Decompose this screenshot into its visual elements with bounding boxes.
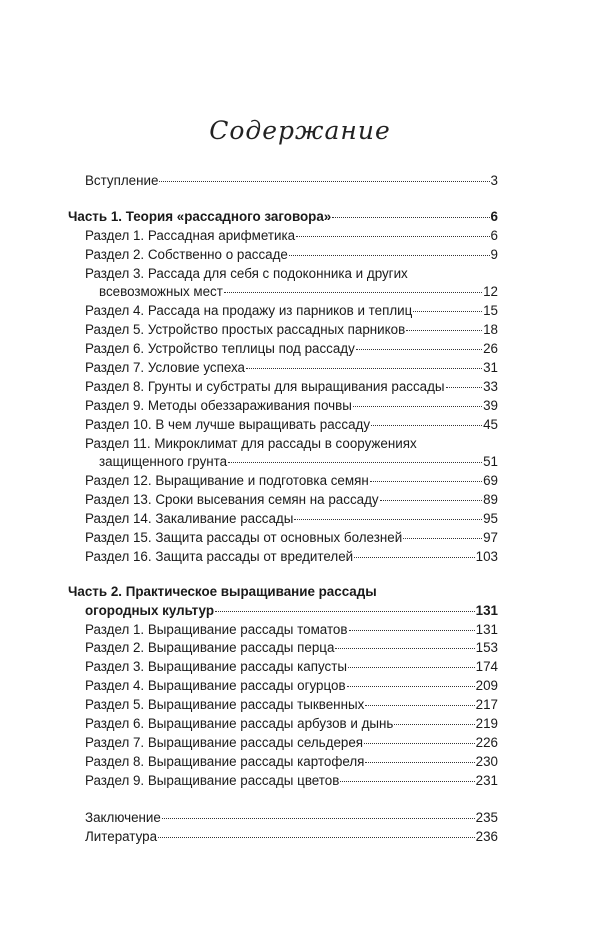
toc-section-line[interactable]: Раздел 3. Рассада для себя с подоконника и других: [85, 265, 408, 281]
toc-section-entry[interactable]: [68, 639, 498, 658]
toc-entry-label: Литература: [85, 828, 158, 844]
toc-entry-page: 3: [490, 173, 498, 188]
toc-section-line[interactable]: Раздел 11. Микроклимат для рассады в сооружениях: [85, 435, 417, 451]
toc-section-label: Раздел 14. Закаливание рассады: [85, 511, 294, 527]
toc-section-page: 95: [483, 511, 498, 527]
toc-section-label: Раздел 5. Устройство простых рассадных парников: [85, 322, 406, 338]
toc-section-entry[interactable]: [68, 321, 498, 340]
toc-section-entry[interactable]: [68, 753, 498, 772]
toc-section-entry[interactable]: [68, 378, 498, 397]
dot-leader: [365, 705, 474, 706]
toc-section-page: 230: [475, 753, 498, 769]
toc-section-label: Раздел 12. Выращивание и подготовка семян: [85, 473, 369, 489]
toc-entry-conclusion[interactable]: [68, 809, 498, 828]
toc-section-page: 15: [483, 303, 498, 319]
dot-leader: [364, 743, 475, 744]
dot-leader: [159, 181, 489, 182]
toc-section-page: 131: [475, 621, 498, 637]
toc-section-page: 45: [483, 416, 498, 432]
part-2-sections: [68, 621, 498, 791]
toc-section-label: Раздел 9. Методы обеззараживания почвы: [85, 397, 352, 413]
toc-section-page: 219: [475, 716, 498, 732]
toc-section-entry[interactable]: [68, 472, 498, 491]
toc-section-entry[interactable]: [68, 677, 498, 696]
toc-section-page: 18: [483, 322, 498, 338]
toc-section-label: Раздел 7. Условие успеха: [85, 360, 245, 376]
toc-entry-page: 235: [475, 809, 498, 825]
dot-leader: [335, 648, 474, 649]
toc-section-label: Раздел 13. Сроки высевания семян на рассаду: [85, 492, 379, 508]
toc-section-page: 89: [483, 492, 498, 508]
toc-section-page: 12: [483, 284, 498, 300]
toc-section-entry[interactable]: [68, 510, 498, 529]
toc-section-entry[interactable]: [68, 715, 498, 734]
toc-section-label: Раздел 4. Выращивание рассады огурцов: [85, 678, 346, 694]
dot-leader: [413, 311, 482, 312]
dot-leader: [354, 557, 475, 558]
toc-section-label: Раздел 16. Защита рассады от вредителей: [85, 548, 354, 564]
dot-leader: [353, 406, 482, 407]
page-title: Содержание: [209, 116, 391, 145]
toc-part-label: огородных культур: [85, 602, 215, 618]
toc-part-page: 131: [475, 602, 498, 618]
dot-leader: [215, 611, 475, 612]
toc-entry-literature[interactable]: [68, 828, 498, 847]
toc-section-entry[interactable]: [68, 283, 498, 302]
toc-section-label: всевозможных мест: [99, 284, 223, 300]
toc-section-page: 217: [475, 697, 498, 713]
dot-leader: [347, 686, 475, 687]
dot-leader: [356, 349, 482, 350]
dot-leader: [380, 500, 483, 501]
toc-section-entry[interactable]: [68, 621, 498, 640]
toc-entry-page: 236: [475, 828, 498, 844]
toc-section-label: Раздел 6. Устройство теплицы под рассаду: [85, 341, 355, 357]
toc-section-label: Раздел 8. Выращивание рассады картофеля: [85, 753, 365, 769]
dot-leader: [371, 425, 482, 426]
dot-leader: [394, 724, 474, 725]
toc-section-label: Раздел 6. Выращивание рассады арбузов и дынь: [85, 716, 394, 732]
dot-leader: [228, 462, 482, 463]
toc-section-label: Раздел 8. Грунты и субстраты для выращивания рассады: [85, 378, 445, 394]
toc-section-entry[interactable]: [68, 340, 498, 359]
toc-section-label: Раздел 2. Собственно о рассаде: [85, 246, 288, 262]
toc-section-page: 174: [475, 659, 498, 675]
toc-entry-intro[interactable]: [68, 172, 498, 191]
dot-leader: [446, 387, 483, 388]
toc-section-label: Раздел 7. Выращивание рассады сельдерея: [85, 734, 364, 750]
toc-entry-label: Заключение: [85, 809, 161, 825]
toc-section-label: Раздел 15. Защита рассады от основных болезней: [85, 530, 403, 546]
toc-section-entry[interactable]: [68, 359, 498, 378]
toc-section-page: 226: [475, 734, 498, 750]
dot-leader: [349, 630, 475, 631]
toc-section-page: 69: [483, 473, 498, 489]
toc-part-label: Часть 1. Теория «рассадного заговора»: [68, 208, 332, 224]
toc-section-page: 97: [483, 530, 498, 546]
toc-section-entry[interactable]: [68, 397, 498, 416]
dot-leader: [406, 330, 482, 331]
toc-part-1[interactable]: [68, 208, 498, 227]
dot-leader: [162, 818, 475, 819]
toc-section-label: защищенного грунта: [99, 454, 228, 470]
toc-part-2-label-line[interactable]: Часть 2. Практическое выращивание рассады: [68, 583, 377, 599]
toc-section-label: Раздел 1. Выращивание рассады томатов: [85, 621, 348, 637]
toc-section-entry[interactable]: [68, 416, 498, 435]
toc-section-label: Раздел 4. Рассада на продажу из парников и теплиц: [85, 303, 413, 319]
toc-section-entry[interactable]: [68, 548, 498, 567]
toc-part-page: 6: [490, 208, 498, 224]
toc-part-2[interactable]: [68, 602, 498, 621]
toc-section-entry[interactable]: [68, 491, 498, 510]
dot-leader: [370, 481, 482, 482]
toc-section-page: 51: [483, 454, 498, 470]
toc-section-label: Раздел 1. Рассадная арифметика: [85, 227, 296, 243]
dot-leader: [332, 217, 489, 218]
toc-section-entry[interactable]: [68, 696, 498, 715]
toc-section-label: Раздел 3. Выращивание рассады капусты: [85, 659, 348, 675]
toc-section-page: 103: [475, 548, 498, 564]
toc-section-page: 209: [475, 678, 498, 694]
toc-section-page: 33: [483, 378, 498, 394]
dot-leader: [158, 837, 475, 838]
dot-leader: [403, 538, 482, 539]
toc-section-label: Раздел 5. Выращивание рассады тыквенных: [85, 697, 365, 713]
table-of-contents: [68, 172, 498, 846]
toc-section-page: 6: [490, 227, 498, 243]
dot-leader: [365, 762, 474, 763]
toc-section-entry[interactable]: [68, 734, 498, 753]
toc-section-label: Раздел 10. В чем лучше выращивать рассаду: [85, 416, 371, 432]
toc-entry-label: Вступление: [85, 173, 159, 188]
toc-section-entry[interactable]: [68, 529, 498, 548]
dot-leader: [296, 236, 489, 237]
dot-leader: [246, 368, 482, 369]
toc-section-page: 231: [475, 772, 498, 788]
toc-section-page: 31: [483, 360, 498, 376]
toc-section-page: 26: [483, 341, 498, 357]
toc-section-entry[interactable]: [68, 246, 498, 265]
toc-section-entry[interactable]: [68, 453, 498, 472]
toc-section-label: Раздел 2. Выращивание рассады перца: [85, 640, 335, 656]
part-1-sections: [68, 227, 498, 567]
dot-leader: [224, 292, 482, 293]
toc-section-page: 153: [475, 640, 498, 656]
dot-leader: [294, 519, 482, 520]
toc-section-label: Раздел 9. Выращивание рассады цветов: [85, 772, 340, 788]
dot-leader: [289, 255, 490, 256]
toc-section-entry[interactable]: [68, 227, 498, 246]
dot-leader: [348, 667, 475, 668]
toc-section-entry[interactable]: [68, 658, 498, 677]
dot-leader: [340, 781, 474, 782]
toc-section-entry[interactable]: [68, 302, 498, 321]
toc-section-entry[interactable]: [68, 772, 498, 791]
toc-section-page: 9: [490, 246, 498, 262]
toc-section-page: 39: [483, 397, 498, 413]
